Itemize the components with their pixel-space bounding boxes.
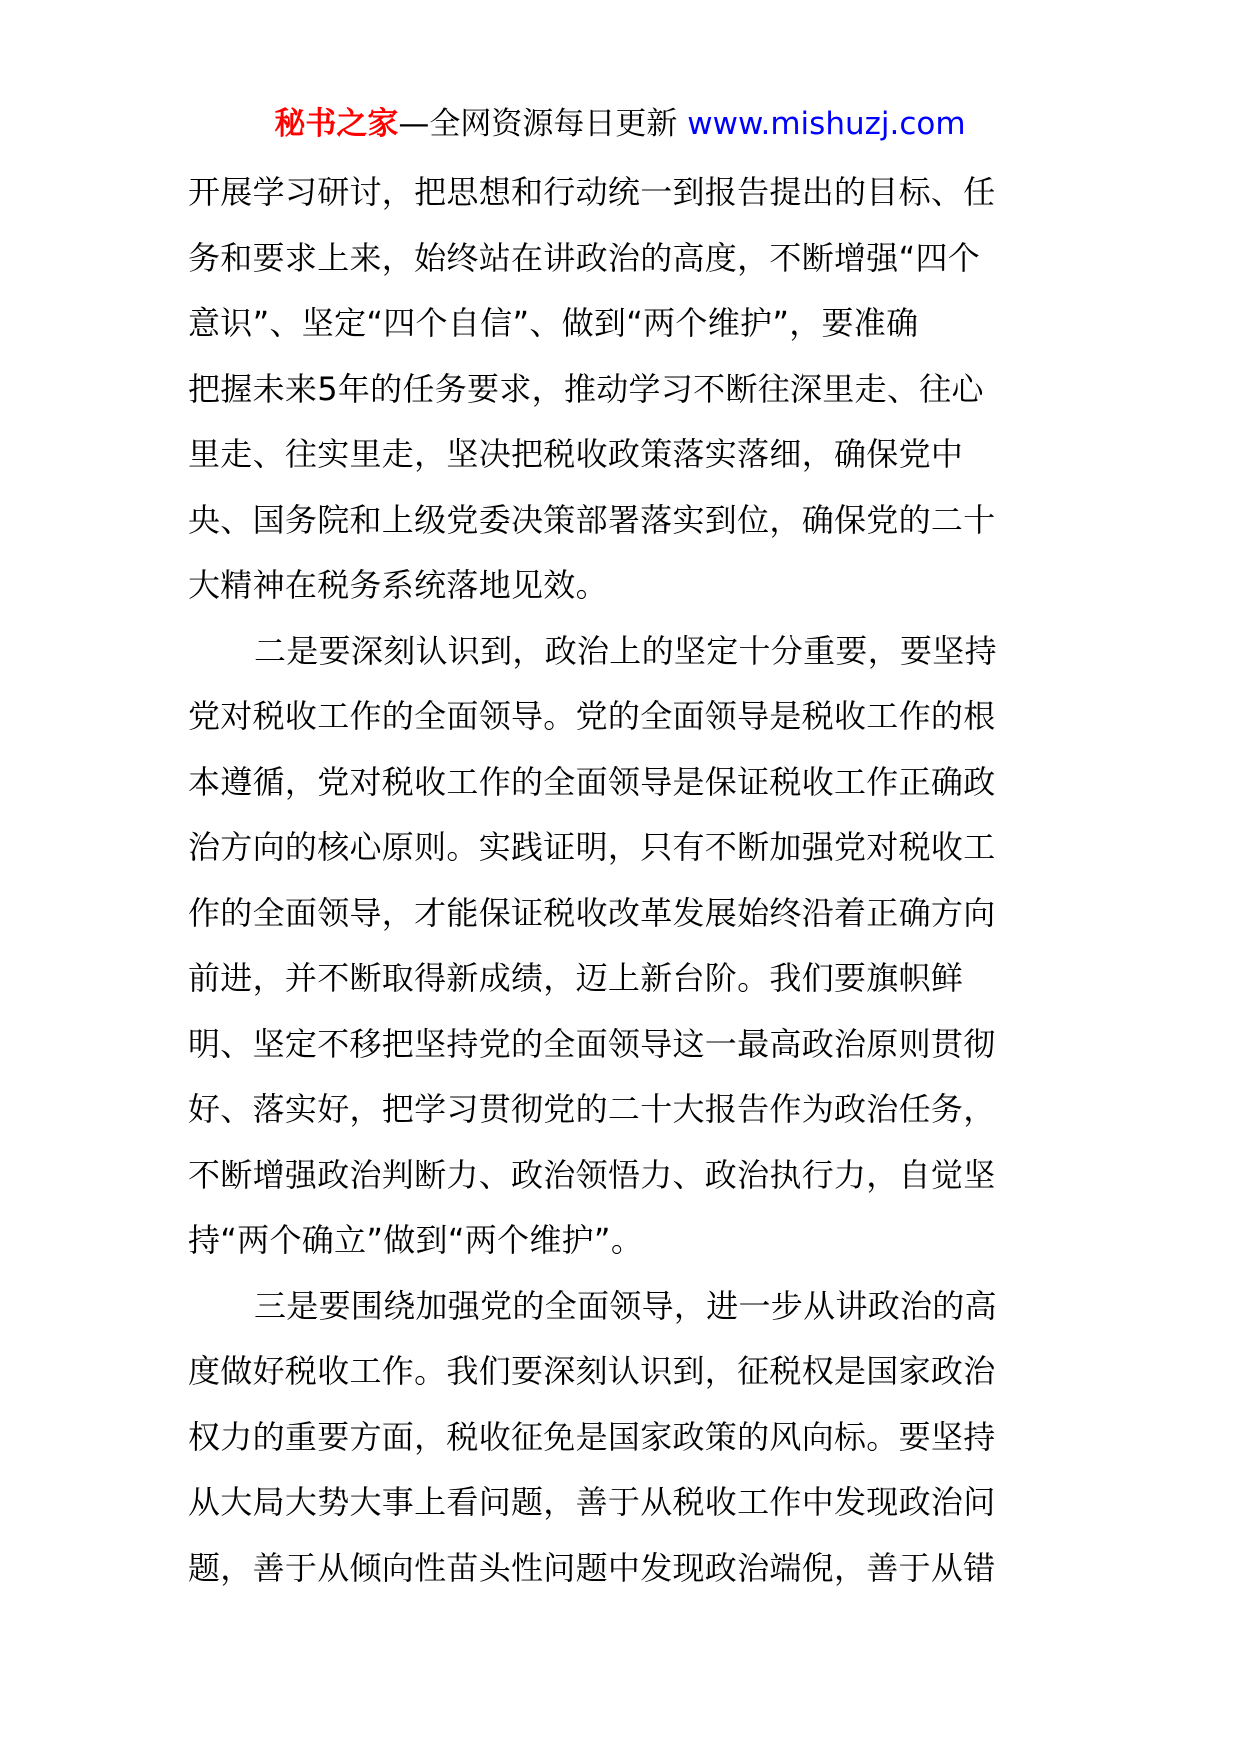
brand-name: 秘书之家 [274, 106, 399, 142]
text-line: 党对税收工作的全面领导。党的全面领导是税收工作的根 [188, 697, 996, 735]
text-line: 好、落实好，把学习贯彻党的二十大报告作为政治任务， [188, 1090, 996, 1128]
text-line: 从大局大势大事上看问题，善于从税收工作中发现政治问 [188, 1483, 996, 1521]
paragraph-3 [188, 1274, 1058, 1602]
text-line: 作的全面领导，才能保证税收改革发展始终沿着正确方向 [188, 893, 996, 932]
text-line: 本遵循，党对税收工作的全面领导是保证税收工作正确政 [188, 762, 996, 801]
text-line: 里走、往实里走，坚决把税收政策落实落细，确保党中 [188, 435, 964, 473]
paragraph-1 [188, 160, 1058, 619]
text-line: 前进，并不断取得新成绩，迈上新台阶。我们要旗帜鲜 [188, 959, 964, 997]
header-tagline: —全网资源每日更新 [398, 106, 678, 142]
text-line: 央、国务院和上级党委决策部署落实到位，确保党的二十 [188, 500, 996, 539]
website-link[interactable]: www.mishuzj.com [687, 106, 966, 142]
page-header [0, 104, 1240, 144]
text-line: 意识”、坚定“四个自信”、做到“两个维护”，要准确 [188, 304, 919, 342]
text-line: 务和要求上来，始终站在讲政治的高度，不断增强“四个 [188, 238, 981, 277]
text-line: 持“两个确立”做到“两个维护”。 [188, 1221, 644, 1259]
text-line: 开展学习研讨，把思想和行动统一到报告提出的目标、任 [188, 173, 996, 211]
text-line: 不断增强政治判断力、政治领悟力、政治执行力，自觉坚 [188, 1155, 996, 1194]
document-body [188, 160, 1058, 1601]
text-line: 度做好税收工作。我们要深刻认识到，征税权是国家政治 [188, 1352, 996, 1390]
text-line: 把握未来5年的任务要求，推动学习不断往深里走、往心 [188, 369, 984, 408]
text-line: 二是要深刻认识到，政治上的坚定十分重要，要坚持 [254, 631, 997, 670]
text-line: 题，善于从倾向性苗头性问题中发现政治端倪，善于从错 [188, 1548, 996, 1587]
text-line: 大精神在税务系统落地见效。 [188, 566, 608, 604]
text-line: 三是要围绕加强党的全面领导，进一步从讲政治的高 [254, 1286, 997, 1325]
paragraph-2 [188, 619, 1058, 1274]
text-line: 治方向的核心原则。实践证明，只有不断加强党对税收工 [188, 828, 996, 866]
text-line: 明、坚定不移把坚持党的全面领导这一最高政治原则贯彻 [188, 1024, 996, 1063]
text-line: 权力的重要方面，税收征免是国家政策的风向标。要坚持 [188, 1417, 996, 1456]
